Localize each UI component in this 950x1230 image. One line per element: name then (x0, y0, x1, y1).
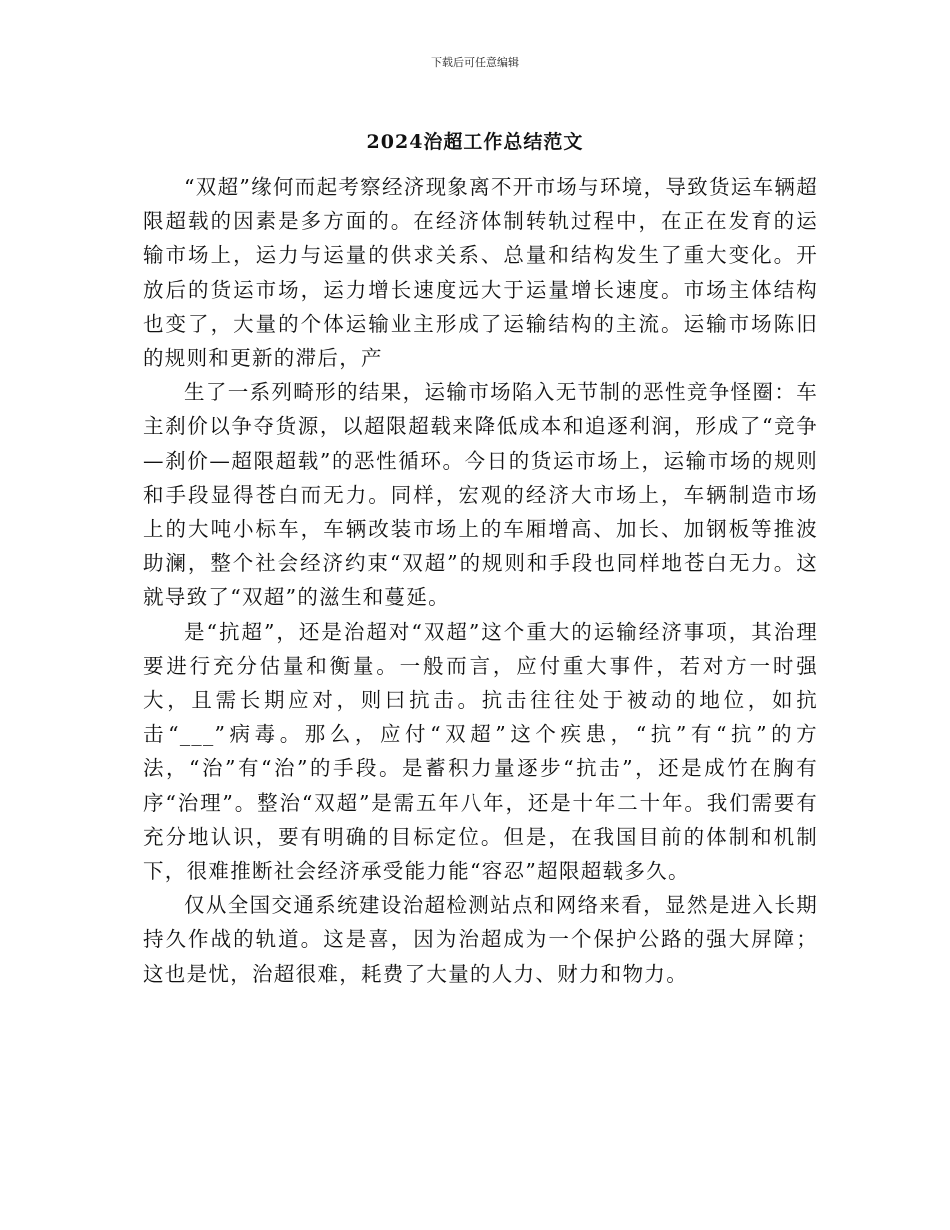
paragraph-4: 仅从全国交通系统建设治超检测站点和网络来看，显然是进入长期持久作战的轨道。这是喜，因为治超成为一个保护公路的强大屏障；这也是忧，治超很难，耗费了大量的人力、财力和物力。 (143, 893, 818, 986)
document-body (143, 170, 818, 991)
header-note: 下载后可任意编辑 (431, 56, 519, 69)
paragraph-2: 生了一系列畸形的结果，运输市场陷入无节制的恶性竞争怪圈：车主刹价以争夺货源，以超限超载来降低成本和追逐利润，形成了“竞争—刹价—超限超载”的恶性循环。今日的货运市场上，运输市场的规则和手段显得苍白而无力。同样，宏观的经济大市场上，车辆制造市场上的大吨小标车，车辆改装市场上的车厢增高、加长、加钢板等推波助澜，整个社会经济约束“双超”的规则和手段也同样地苍白无力。这就导致了“双超”的滋生和蔓延。 (143, 380, 818, 610)
paragraph-3: 是“抗超”，还是治超对“双超”这个重大的运输经济事项，其治理要进行充分估量和衡量。一般而言，应付重大事件，若对方一时强大，且需长期应对，则曰抗击。抗击往往处于被动的地位，如抗击“___”病毒。那么，应付“双超”这个疾患，“抗”有“抗”的方法，“治”有“治”的手段。是蓄积力量逐步“抗击”，还是成竹在胸有序“治理”。整治“双超”是需五年八年，还是十年二十年。我们需要有充分地认识，要有明确的目标定位。但是，在我国目前的体制和机制下，很难推断社会经济承受能力能“容忍”超限超载多久。 (143, 619, 818, 884)
paragraph-1: “双超”缘何而起考察经济现象离不开市场与环境，导致货运车辆超限超载的因素是多方面的。在经济体制转轨过程中，在正在发育的运输市场上，运力与运量的供求关系、总量和结构发生了重大变化。开放后的货运市场，运力增长速度远大于运量增长速度。市场主体结构也变了，大量的个体运输业主形成了运输结构的主流。运输市场陈旧的规则和更新的滞后，产 (143, 175, 818, 371)
document-title: 2024治超工作总结范文 (366, 131, 584, 153)
